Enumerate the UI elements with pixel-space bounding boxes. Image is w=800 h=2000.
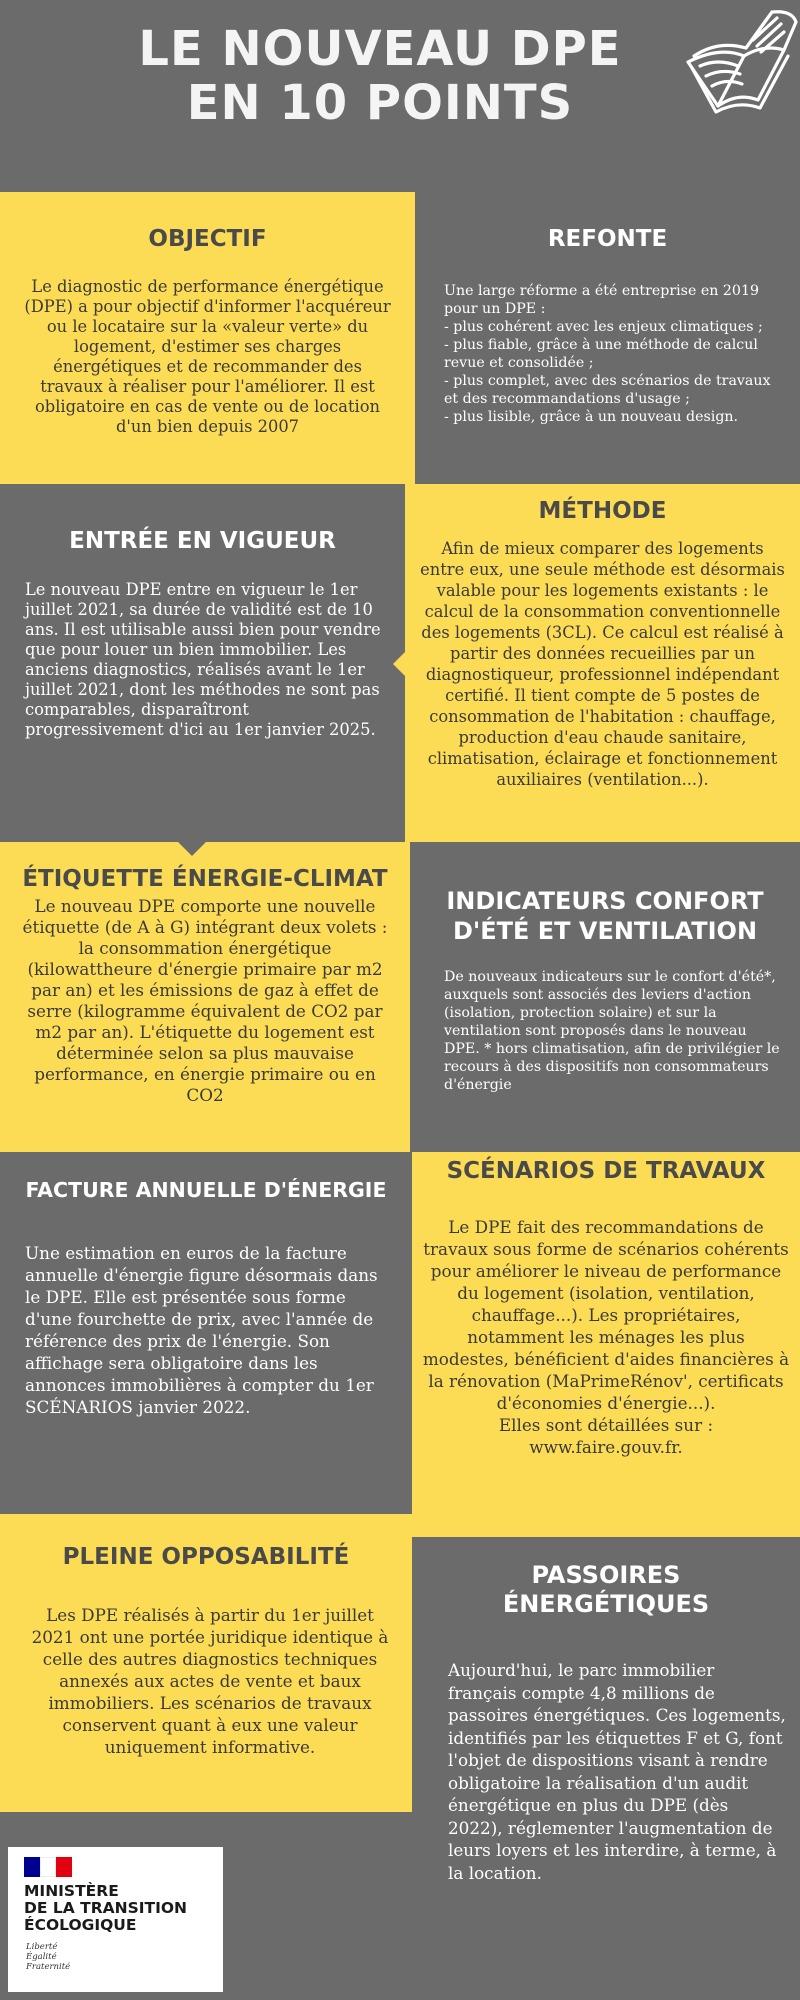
panel-title: ÉTIQUETTE ÉNERGIE-CLIMAT	[22, 866, 388, 892]
ministry-name: MINISTÈRE DE LA TRANSITION ÉCOLOGIQUE	[24, 1882, 188, 1934]
panel-text: Les DPE réalisés à partir du 1er juillet 2021 ont une portée juridique identique à celle des autres diagnostics techniques annexés aux actes de vente et baux immobiliers. Les scénarios de travaux conservent quant à eux une valeur uniquement informative.	[31, 1605, 389, 1757]
panel-text: Une estimation en euros de la facture annuelle d'énergie figure désormais dans le DPE. Elle est présentée sous forme d'une fourchette de prix, avec l'année de référence des prix de l'énergie. Son affichage sera obligatoire dans les annonces immobilières à compter du 1er SCÉNARIOS janvier 2022.	[25, 1243, 378, 1417]
panel-text: Le nouveau DPE comporte une nouvelle étiquette (de A à G) intégrant deux volets : la consommation énergétique (kilowattheure d'énergie primaire par m2 par an) et les émissions de gaz à effet de serre (kilogramme équivalent de CO2 par m2 par an). L'étiquette du logement est déterminée selon sa plus mauvaise performance, en énergie primaire ou en CO2	[22, 896, 388, 1105]
panel-text: Le diagnostic de performance énergétique (DPE) a pour objectif d'informer l'acquéreur ou le locataire sur la «valeur verte» du logement, d'estimer ses charges énergétiques et de recommander des travaux à réaliser pour l'améliorer. Il est obligatoire en cas de vente ou de location d'un bien depuis 2007	[24, 277, 391, 436]
panel-refonte	[415, 192, 800, 484]
panel-title: SCÉNARIOS DE TRAVAUX	[446, 1158, 766, 1184]
open-book-icon	[680, 4, 798, 128]
header	[0, 0, 800, 192]
arrow-pointer	[393, 652, 405, 676]
arrow-pointer	[178, 842, 206, 856]
panel-passoires	[412, 1537, 800, 2000]
panel-scenarios	[412, 1152, 800, 1537]
french-flag-icon	[24, 1857, 72, 1877]
panel-title: PLEINE OPPOSABILITÉ	[62, 1544, 350, 1570]
panel-entree-en-vigueur	[0, 484, 405, 842]
panel-text: Le nouveau DPE entre en vigueur le 1er juillet 2021, sa durée de validité est de 10 ans. Il est utilisable aussi bien pour vendre que pour louer un bien immobilier. Les anciens diagnostics, réalisés avant le 1er juillet 2021, dont les méthodes ne sont pas comparables, disparaîtront progressivement d'ici au 1er janvier 2025.	[25, 580, 381, 739]
republic-motto: Liberté Égalité Fraternité	[26, 1942, 71, 1972]
page-title: LE NOUVEAU DPE EN 10 POINTS	[138, 21, 622, 131]
panel-indicateurs	[410, 842, 800, 1152]
panel-opposabilite	[0, 1514, 412, 1812]
panel-text: Aujourd'hui, le parc immobilier français compte 4,8 millions de passoires énergétiques. Ces logements, identifiés par les étiquettes F et G, font l'objet de dispositions visant à rendre obligatoire la réalisation d'un audit énergétique en plus du DPE (dès 2022), réglementer l'augmentation de leurs loyers et les interdire, à terme, à la location.	[448, 1660, 786, 1883]
panel-title: FACTURE ANNUELLE D'ÉNERGIE	[25, 1178, 387, 1202]
panel-title: REFONTE	[547, 226, 668, 252]
panel-text: Le DPE fait des recommandations de travaux sous forme de scénarios cohérents pour améliorer le niveau de performance du logement (isolation, ventilation, chauffage...). Les propriétaires, notamment les ménages les plus modestes, bénéficient d'aides financières à la rénovation (MaPrimeRénov', certificats d'économies d'énergie...). Elles sont détaillées sur : www.faire.gouv.fr.	[422, 1217, 790, 1457]
panel-title: PASSOIRES ÉNERGÉTIQUES	[502, 1561, 710, 1618]
panel-title: MÉTHODE	[538, 498, 667, 524]
panel-etiquette	[0, 842, 410, 1152]
ministry-logo	[8, 1847, 223, 1992]
panel-methode	[405, 484, 800, 842]
panel-text: Une large réforme a été entreprise en 2019 pour un DPE : - plus cohérent avec les enjeux climatiques ; - plus fiable, grâce à une méthode de calcul revue et consolidée ; - plus complet, avec des scénarios de travaux et des recommandations d'usage ; - plus lisible, grâce à un nouveau design.	[444, 283, 771, 425]
panel-title: OBJECTIF	[148, 226, 267, 252]
panel-facture	[0, 1152, 412, 1514]
panel-objectif	[0, 192, 415, 484]
panel-text: Afin de mieux comparer des logements entre eux, une seule méthode est désormais valable pour les logements existants : le calcul de la consommation conventionnelle des logements (3CL). Ce calcul est réalisé à partir des données recueillies par un diagnostiqueur, professionnel indépendant certifié. Il tient compte de 5 postes de consommation de l'habitation : chauffage, production d'eau chaude sanitaire, climatisation, éclairage et fonctionnement auxiliaires (ventilation...).	[420, 539, 785, 789]
panel-title: INDICATEURS CONFORT D'ÉTÉ ET VENTILATION	[446, 887, 764, 945]
panel-title: ENTRÉE EN VIGUEUR	[69, 528, 336, 554]
panel-text: De nouveaux indicateurs sur le confort d'été*, auxquels sont associés des leviers d'action (isolation, protection solaire) et sur la ventilation sont proposés dans le nouveau DPE. * hors climatisation, afin de privilégier le recours à des dispositifs non consommateurs d'énergie	[444, 969, 780, 1093]
